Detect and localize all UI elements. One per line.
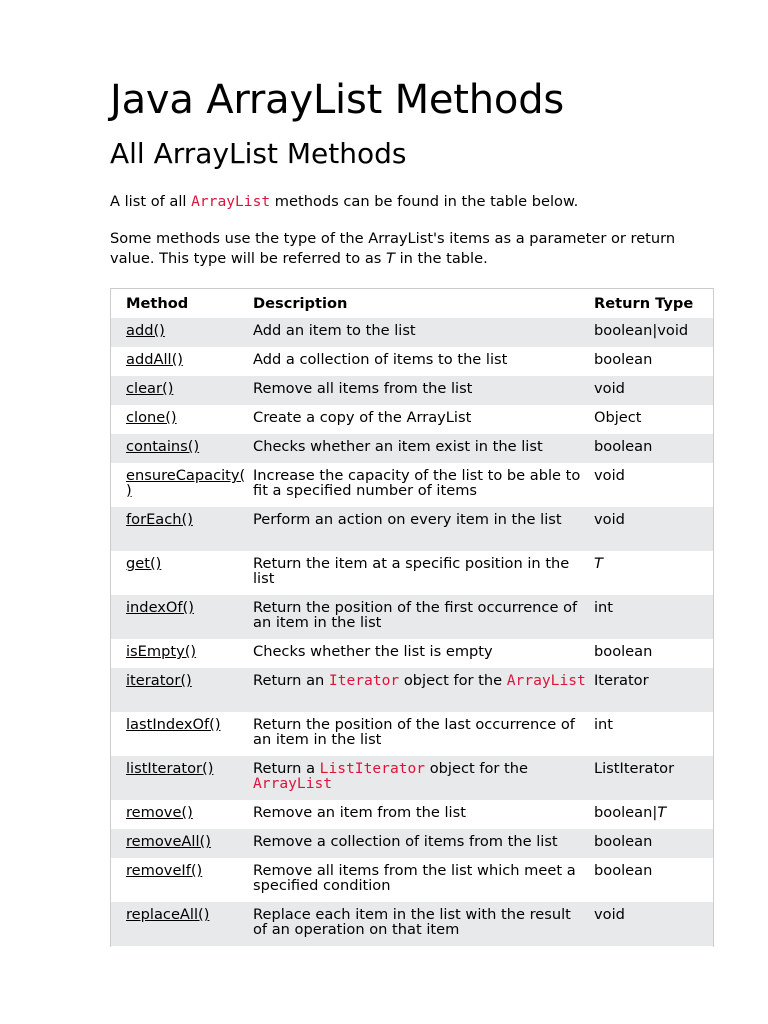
description-text: Return a (253, 760, 320, 777)
type-symbol: T (594, 555, 603, 572)
section-heading: All ArrayList Methods (110, 137, 407, 170)
method-link[interactable]: lastIndexOf() (126, 716, 221, 733)
method-link[interactable]: removeAll() (126, 833, 211, 850)
intro-paragraph (110, 192, 714, 212)
description-cell: Add a collection of items to the list (253, 351, 508, 368)
return-type-cell (594, 800, 713, 829)
description-cell: Remove a collection of items from the list (253, 833, 558, 850)
return-type-cell: void (594, 380, 625, 397)
table-body (111, 318, 713, 946)
method-cell (111, 507, 253, 551)
return-type-cell: Object (594, 409, 642, 426)
intro-text-before: A list of all (110, 193, 192, 210)
description-code: ArrayList (506, 672, 586, 689)
method-cell (111, 756, 253, 800)
note-paragraph (110, 229, 714, 269)
type-symbol: T (657, 804, 667, 821)
description-cell: Remove all items from the list (253, 380, 473, 397)
table-row (111, 434, 713, 463)
table-row (111, 902, 713, 946)
method-link[interactable]: replaceAll() (126, 906, 210, 923)
method-cell (111, 902, 253, 946)
method-link[interactable]: indexOf() (126, 599, 194, 616)
table-row (111, 595, 713, 639)
description-text: object for the (425, 760, 528, 777)
method-cell (111, 800, 253, 829)
description-cell: Increase the capacity of the list to be able to fit a specified number of items (253, 467, 581, 499)
return-type-cell: int (594, 716, 614, 733)
return-type-cell: boolean (594, 643, 653, 660)
return-type-cell: Iterator (594, 672, 649, 689)
method-cell (111, 376, 253, 405)
return-type-cell: int (594, 599, 614, 616)
table-row (111, 756, 713, 800)
method-link[interactable]: addAll() (126, 351, 183, 368)
description-cell (253, 756, 594, 800)
table-row (111, 551, 713, 595)
method-link[interactable]: clone() (126, 409, 177, 426)
page-title: Java ArrayList Methods (110, 77, 565, 123)
methods-table (111, 289, 713, 946)
method-cell (111, 347, 253, 376)
method-link[interactable]: forEach() (126, 511, 193, 528)
method-link[interactable]: add() (126, 322, 165, 339)
return-type-text: boolean| (594, 804, 658, 821)
description-cell: Perform an action on every item in the list (253, 511, 562, 528)
methods-table-container (110, 288, 714, 947)
type-symbol: T (386, 250, 395, 267)
return-type-cell: void (594, 906, 625, 923)
table-header-row (111, 289, 713, 318)
table-row (111, 347, 713, 376)
table-row (111, 639, 713, 668)
return-type-cell: boolean (594, 862, 653, 879)
method-cell (111, 463, 253, 507)
return-type-cell: boolean (594, 351, 653, 368)
description-cell: Replace each item in the list with the result of an operation on that item (253, 906, 571, 938)
return-type-cell (594, 551, 713, 595)
description-text: object for the (399, 672, 507, 689)
table-row (111, 405, 713, 434)
method-cell (111, 551, 253, 595)
method-link[interactable]: removeIf() (126, 862, 203, 879)
table-row (111, 800, 713, 829)
method-cell (111, 595, 253, 639)
return-type-cell: boolean|void (594, 322, 689, 339)
column-header-return-type: Return Type (594, 295, 694, 312)
method-link[interactable]: get() (126, 555, 162, 572)
method-link[interactable]: iterator() (126, 672, 192, 689)
table-row (111, 507, 713, 551)
intro-text-after: methods can be found in the table below. (270, 193, 579, 210)
method-cell (111, 639, 253, 668)
table-row (111, 668, 713, 712)
method-cell (111, 405, 253, 434)
column-header-description: Description (253, 295, 348, 312)
description-cell: Remove all items from the list which meet a specified condition (253, 862, 576, 894)
method-link[interactable]: contains() (126, 438, 200, 455)
description-cell: Remove an item from the list (253, 804, 466, 821)
note-text-after: in the table. (394, 250, 488, 267)
method-cell (111, 318, 253, 347)
return-type-cell: void (594, 511, 625, 528)
return-type-cell: ListIterator (594, 760, 675, 777)
return-type-cell: boolean (594, 833, 653, 850)
description-cell: Create a copy of the ArrayList (253, 409, 472, 426)
table-row (111, 712, 713, 756)
description-cell (253, 668, 594, 712)
return-type-cell: boolean (594, 438, 653, 455)
method-link[interactable]: ensureCapacity() (126, 467, 246, 499)
method-cell (111, 668, 253, 712)
arraylist-code: ArrayList (191, 193, 271, 210)
page-content (110, 76, 714, 947)
table-row (111, 376, 713, 405)
description-cell: Return the position of the last occurrence of an item in the list (253, 716, 575, 748)
return-type-cell: void (594, 467, 625, 484)
description-cell: Return the position of the first occurrence of an item in the list (253, 599, 578, 631)
description-cell: Checks whether an item exist in the list (253, 438, 543, 455)
method-link[interactable]: remove() (126, 804, 193, 821)
table-row (111, 858, 713, 902)
description-text: Return an (253, 672, 329, 689)
description-cell: Return the item at a specific position in the list (253, 555, 570, 587)
column-header-method: Method (126, 295, 189, 312)
method-link[interactable]: listIterator() (126, 760, 214, 777)
method-cell (111, 434, 253, 463)
table-row (111, 829, 713, 858)
method-link[interactable]: clear() (126, 380, 174, 397)
description-code: ArrayList (253, 774, 333, 792)
note-text-before: Some methods use the type of the ArrayList's items as a parameter or return value. This type will be referred to as (110, 230, 676, 267)
method-link[interactable]: isEmpty() (126, 643, 197, 660)
method-cell (111, 712, 253, 756)
method-cell (111, 858, 253, 902)
description-code: Iterator (328, 672, 400, 689)
table-row (111, 463, 713, 507)
description-cell: Checks whether the list is empty (253, 643, 493, 660)
table-row (111, 318, 713, 347)
description-cell: Add an item to the list (253, 322, 416, 339)
description-code: ListIterator (319, 760, 426, 777)
method-cell (111, 829, 253, 858)
